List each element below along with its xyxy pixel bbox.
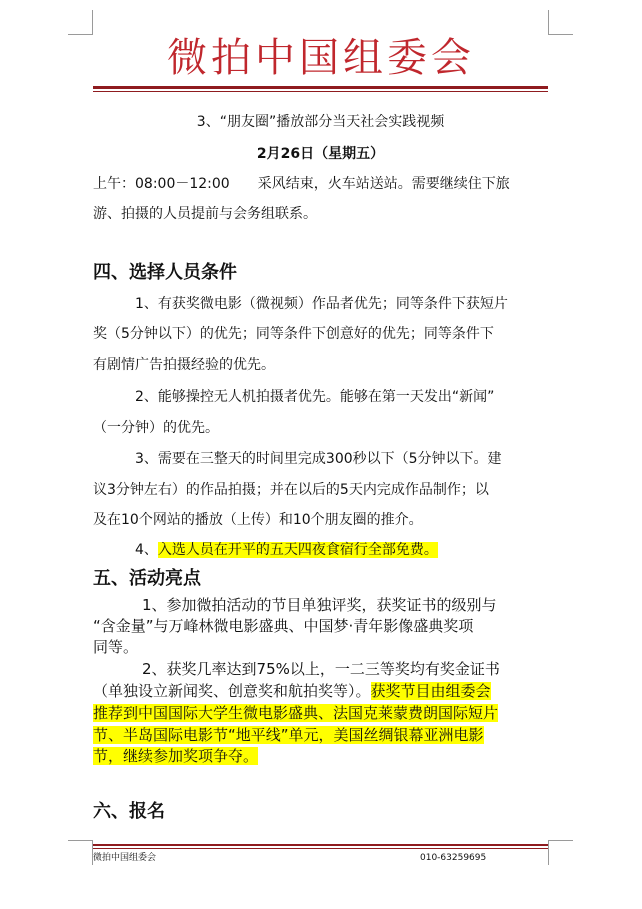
header-rule-thick <box>93 86 548 89</box>
section5-p2-line1: 2、获奖几率达到75%以上，一二三等奖均有奖金证书 <box>142 660 500 678</box>
section4-p1-line1: 1、有获奖微电影（微视频）作品者优先；同等条件下获短片 <box>135 296 508 312</box>
crop-mark-bottom-right <box>548 840 573 865</box>
section5-p1-line1: 1、参加微拍活动的节目单独评奖，获奖证书的级别与 <box>142 596 497 614</box>
section5-p2-line5 <box>93 746 553 766</box>
crop-mark-top-right <box>548 10 573 35</box>
section5-p2-highlight-line2: 节、半岛国际电影节“地平线”单元，美国丝绸银幕亚洲电影 <box>93 726 484 744</box>
crop-mark-bottom-left <box>68 840 93 865</box>
section5-heading: 五、活动亮点 <box>93 568 201 589</box>
morning-text-cont: 游、拍摄的人员提前与会务组联系。 <box>93 206 317 222</box>
morning-line <box>93 174 553 194</box>
section4-p2-line1: 2、能够操控无人机拍摄者优先。能够在第一天发出“新闻” <box>135 389 495 405</box>
morning-time: 上午：08:00－12:00 <box>93 176 230 192</box>
footer-rule-thin <box>93 848 548 849</box>
section5-p1-line3: 同等。 <box>93 638 139 656</box>
section5-p2-plain: （单独设立新闻奖、创意奖和航拍奖等）。 <box>93 682 371 700</box>
header-title: 微拍中国组委会 <box>167 35 475 81</box>
section4-heading: 四、选择人员条件 <box>93 262 237 283</box>
header-rule-thin <box>93 91 548 92</box>
section4-p3-line2: 议3分钟左右）的作品拍摄；并在以后的5天内完成作品制作；以 <box>93 482 489 498</box>
schedule-item-3: 3、“朋友圈”播放部分当天社会实践视频 <box>196 114 445 130</box>
crop-mark-top-left <box>68 10 93 35</box>
section5-p2-line2 <box>93 681 553 701</box>
section5-p2-line3 <box>93 703 553 723</box>
footer-org-name: 微拍中国组委会 <box>93 853 157 863</box>
section4-p4-prefix: 4、 <box>135 542 158 558</box>
section5-p2-highlight-line3: 节，继续参加奖项争夺。 <box>93 747 259 765</box>
footer-rule-thick <box>93 844 548 846</box>
morning-text: 采风结束，火车站送站。需要继续住下旅 <box>257 176 510 192</box>
section4-p1-line2: 奖（5分钟以下）的优先；同等条件下创意好的优先；同等条件下 <box>93 326 494 342</box>
section6-heading: 六、报名 <box>93 801 165 822</box>
section5-p2-line4 <box>93 725 553 745</box>
section4-p2-line2: （一分钟）的优先。 <box>93 420 219 436</box>
section4-p4-highlight: 入选人员在开平的五天四夜食宿行全部免费。 <box>157 542 438 558</box>
section5-p1-line2: “含金量”与万峰林微电影盛典、中国梦·青年影像盛典奖项 <box>93 617 474 635</box>
footer-phone: 010-63259695 <box>420 853 487 863</box>
section4-p3-line1: 3、需要在三整天的时间里完成300秒以下（5分钟以下。建 <box>135 451 502 467</box>
section4-p1-line3: 有剧情广告拍摄经验的优先。 <box>93 357 275 373</box>
day-heading: 2月26日（星期五） <box>256 146 385 162</box>
section4-p3-line3: 及在10个网站的播放（上传）和10个朋友圈的推介。 <box>93 512 423 528</box>
section5-p2-highlight-start: 获奖节目由组委会 <box>370 682 491 700</box>
section4-p4 <box>135 540 595 560</box>
section5-p2-highlight-line1: 推荐到中国国际大学生微电影盛典、法国克莱蒙费朗国际短片 <box>93 704 499 722</box>
